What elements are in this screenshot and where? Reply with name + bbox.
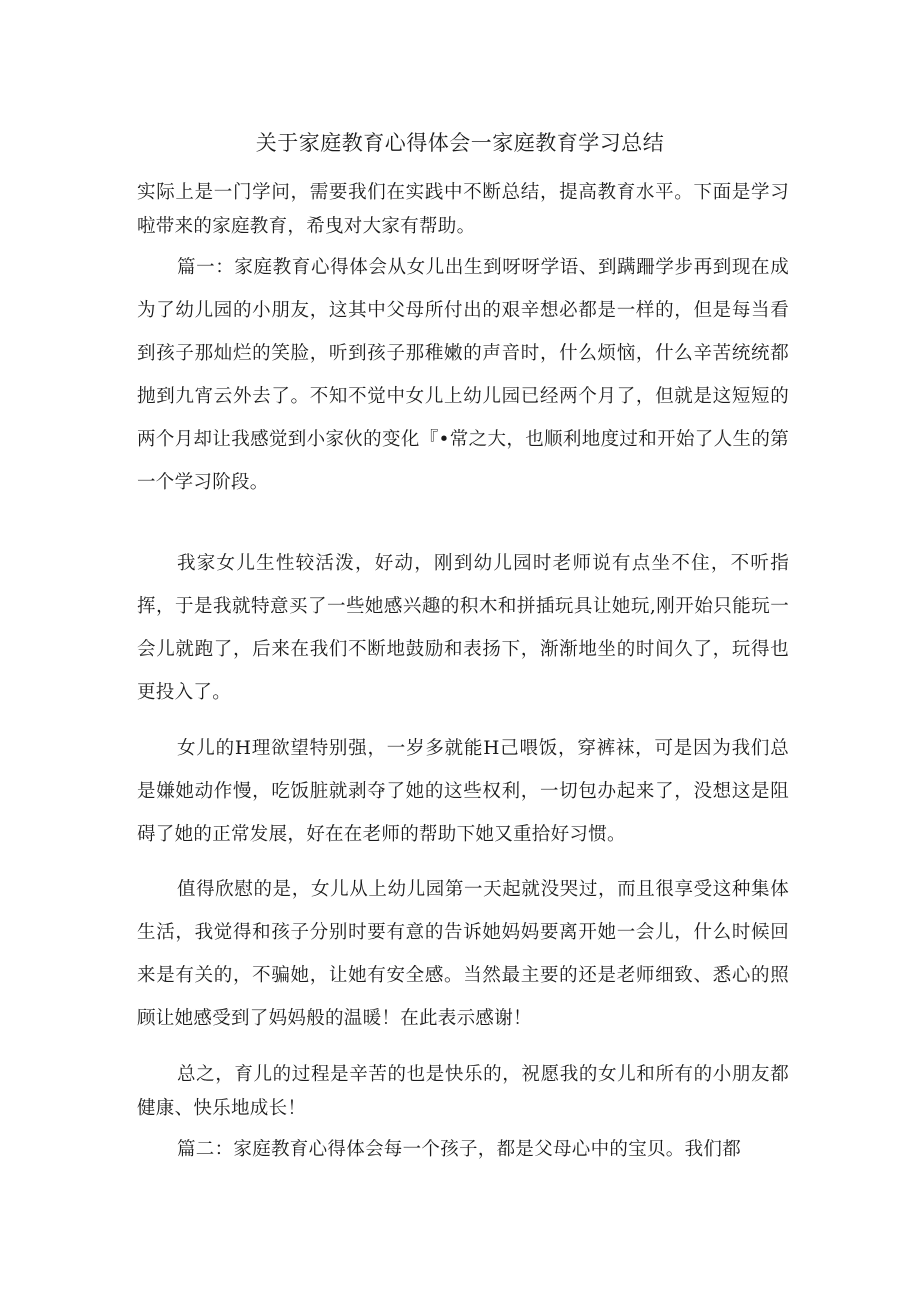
document-title: 关于家庭教育心得体会一家庭教育学习总结 xyxy=(255,131,665,155)
paragraph-lively-daughter: 我家女儿生性较活泼，好动，刚到幼儿园时老师说有点坐不住，不听指挥，于是我就特意买了一些她感兴趣的积木和拼插玩具让她玩,刚开始只能玩一会儿就跑了，后来在我们不断地鼓励和表扬下，渐渐地坐的时间久了，玩得也更投入了。 xyxy=(137,553,789,703)
paragraph-part-two: 篇二：家庭教育心得体会每一个孩子，都是父母心中的宝贝。我们都 xyxy=(177,1139,742,1160)
intro-paragraph: 实际上是一门学问，需要我们在实践中不断总结，提高教育水平。下面是学习啦带来的家庭教育，希曳对大家有帮助。 xyxy=(137,182,789,237)
paragraph-self-care: 女儿的H理欲望特别强，一岁多就能H己喂饭，穿裤袜，可是因为我们总是嫌她动作慢，吃饭脏就剥夺了她的这些权利，一切包办起来了，没想这是阻碍了她的正常发展，好在在老师的帮助下她又重拾好习惯。 xyxy=(137,738,789,845)
paragraph-conclusion: 总之，育儿的过程是辛苦的也是快乐的，祝愿我的女儿和所有的小朋友都健康、快乐地成长！ xyxy=(137,1064,789,1119)
paragraph-part-one: 篇一：家庭教育心得体会从女儿出生到呀呀学语、到蹒跚学步再到现在成为了幼儿园的小朋友，这其中父母所付出的艰辛想必都是一样的，但是每当看到孩子那灿烂的笑脸，听到孩子那稚嫩的声音时，什么烦恼，什么辛苦统统都抛到九宵云外去了。不知不觉中女儿上幼儿园已经两个月了，但就是这短短的两个月却让我感觉到小家伙的变化『•常之大，也顺利地度过和开始了人生的第一个学习阶段。 xyxy=(137,257,789,493)
paragraph-gratitude: 值得欣慰的是，女儿从上幼儿园第一天起就没哭过，而且很享受这种集体生活，我觉得和孩子分别时要有意的告诉她妈妈要离开她一会儿，什么时候回来是有关的，不骗她，让她有安全感。当然最主要的还是老师细致、悉心的照顾让她感受到了妈妈般的温暖！在此表示感谢！ xyxy=(137,879,789,1029)
